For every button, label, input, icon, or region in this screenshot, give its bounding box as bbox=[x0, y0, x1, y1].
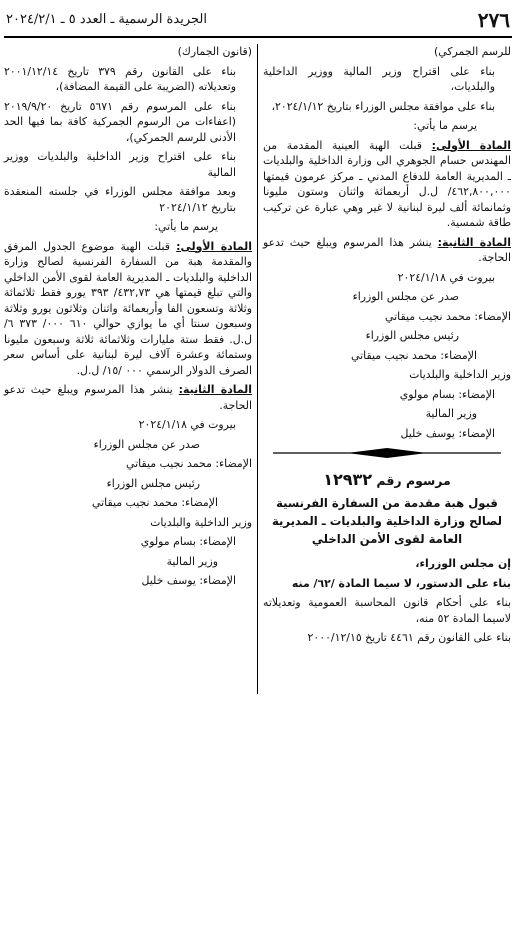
article-2 bbox=[4, 382, 252, 413]
decree-number: ١٢٩٣٢ bbox=[323, 470, 373, 489]
recital-paragraph: وبعد موافقة مجلس الوزراء في جلسته المنعقدة بتاريخ ٢٠٢٤/١/١٢ bbox=[4, 185, 236, 214]
enactment-clause: يرسم ما يأتي: bbox=[413, 119, 477, 132]
signature-line: الإمضاء: محمد نجيب ميقاتي bbox=[351, 348, 477, 362]
enactment-clause: يرسم ما يأتي: bbox=[154, 220, 218, 233]
article-label: المادة الثانية: bbox=[437, 235, 511, 249]
preamble-line: بناء على أحكام قانون المحاسبة العمومية وتعديلاته لاسيما المادة ٥٢ منه، bbox=[263, 596, 511, 625]
official-title: رئيس مجلس الوزراء bbox=[365, 329, 459, 342]
issued-by: صدر عن مجلس الوزراء bbox=[93, 437, 200, 451]
article-1 bbox=[263, 138, 511, 231]
article-label: المادة الأولى: bbox=[176, 239, 252, 253]
article-2 bbox=[263, 235, 511, 266]
preamble-line: إن مجلس الوزراء، bbox=[415, 557, 511, 570]
recital-paragraph: بناء على القانون رقم ٣٧٩ تاريخ ٢٠٠١/١٢/١٤ وتعديلاته (الضريبة على القيمة المضافة)، bbox=[4, 64, 237, 93]
decree-subject: قبول هبة مقدمة من السفارة الفرنسية لصالح وزارة الداخلية والبلديات ـ المديرية العامة لقوى الأمن الداخلي bbox=[271, 496, 502, 546]
page-header bbox=[4, 6, 512, 36]
article-text: قبلت الهبة العينية المقدمة من المهندس حسام الجوهري الى وزارة الداخلية والبلديات ـ المديرية العامة للدفاع المدني ـ مركز عرمون قيمتها ٤٦٢,٨٠٠,٠٠٠/ ل.ل أربعمائة واثنان وستون مليونا وثمانمائة ألف ليرة لبنانية لا غير وهي عبارة عن تركيب طاقة شمسية. bbox=[263, 138, 511, 229]
recital-paragraph: بناء على موافقة مجلس الوزراء بتاريخ ٢٠٢٤/١/١٢، bbox=[271, 99, 495, 113]
article-label: المادة الثانية: bbox=[178, 383, 252, 396]
left-column bbox=[4, 44, 252, 593]
column-divider bbox=[257, 44, 258, 694]
recital-paragraph: بناء على اقتراح وزير الداخلية والبلديات ووزير المالية bbox=[4, 150, 236, 179]
official-title: وزير الداخلية والبلديات bbox=[150, 515, 252, 529]
article-text: ينشر هذا المرسوم ويبلغ حيث تدعو الحاجة. bbox=[263, 235, 511, 264]
official-title: وزير الداخلية والبلديات bbox=[409, 368, 511, 381]
continued-line: للرسم الجمركي) bbox=[434, 45, 511, 58]
official-title: وزير المالية bbox=[425, 407, 477, 420]
article-label: المادة الأولى: bbox=[431, 138, 511, 152]
continued-line: (قانون الجمارك) bbox=[177, 45, 252, 58]
recital-paragraph: بناء على المرسوم رقم ٥٦٧١ تاريخ ٢٠١٩/٩/٢٠ (اعفاءات من الرسوم الجمركية كافة بما فيها الحد الأدنى للرسم الجمركي)، bbox=[4, 99, 236, 144]
signature-line: الإمضاء: محمد نجيب ميقاتي bbox=[92, 496, 218, 509]
article-text: ينشر هذا المرسوم ويبلغ حيث تدعو الحاجة. bbox=[4, 383, 252, 412]
signature-line: الإمضاء: بسام مولوي bbox=[140, 535, 236, 548]
date-line: بيروت في ٢٠٢٤/١/١٨ bbox=[138, 418, 236, 431]
issued-by: صدر عن مجلس الوزراء bbox=[352, 290, 459, 303]
signature-line: الإمضاء: يوسف خليل bbox=[400, 426, 495, 440]
header-rule bbox=[4, 36, 512, 38]
article-1 bbox=[4, 239, 252, 379]
decree-label: مرسوم رقم bbox=[376, 473, 451, 488]
preamble-line: بناء على القانون رقم ٤٤٦١ تاريخ ٢٠٠٠/١٢/١٥ bbox=[307, 631, 511, 644]
recital-paragraph: بناء على اقتراح وزير المالية ووزير الداخلية والبلديات، bbox=[263, 64, 495, 93]
signature-line: الإمضاء: محمد نجيب ميقاتي bbox=[126, 457, 252, 470]
signature-line: الإمضاء: بسام مولوي bbox=[399, 387, 495, 401]
signature-line: الإمضاء: محمد نجيب ميقاتي bbox=[385, 309, 511, 323]
right-column bbox=[263, 44, 511, 650]
running-head: الجريدة الرسمية ـ العدد ٥ ـ ٢٠٢٤/٢/١ bbox=[6, 12, 207, 27]
section-ornament bbox=[263, 445, 511, 461]
preamble-line: بناء على الدستور، لا سيما المادة /٦٢/ منه bbox=[291, 576, 511, 590]
official-title: رئيس مجلس الوزراء bbox=[106, 476, 200, 490]
article-text: قبلت الهبة موضوع الجدول المرفق والمقدمة هبة من السفارة الفرنسية لصالح وزارة الداخلية والبلديات ـ المديرية العامة لقوى الأمن الداخلي والتي تبلغ قيمتها هي ٤٣٢,٧٣/ ٣٩٣ يورو فقط ثلاثمائة وثلاثة وتسعون الفا وأربعمائة واثنان وثلاثون يورو وثلاثة وسبعون سنتا أي ما يوازي حوالي ٦١٠ ٠٠٠/ ٣٧٣ ٦/ل.ل. فقط ستة مليارات وثلاثمائة ثلاثة وسبعون مليونا وستمائة وعشرة آلاف ليرة لبنانية على أساس سعر الصرف الدولار الرسمي ٠٠٠ /١٥/ ل.ل. bbox=[4, 239, 252, 377]
signature-line: الإمضاء: يوسف خليل bbox=[141, 574, 236, 587]
ornament-rule-icon bbox=[263, 445, 511, 461]
decree-title bbox=[263, 471, 511, 490]
official-title: وزير المالية bbox=[166, 554, 218, 568]
page-number: ٢٧٦ bbox=[477, 8, 510, 32]
date-line: بيروت في ٢٠٢٤/١/١٨ bbox=[397, 270, 495, 284]
